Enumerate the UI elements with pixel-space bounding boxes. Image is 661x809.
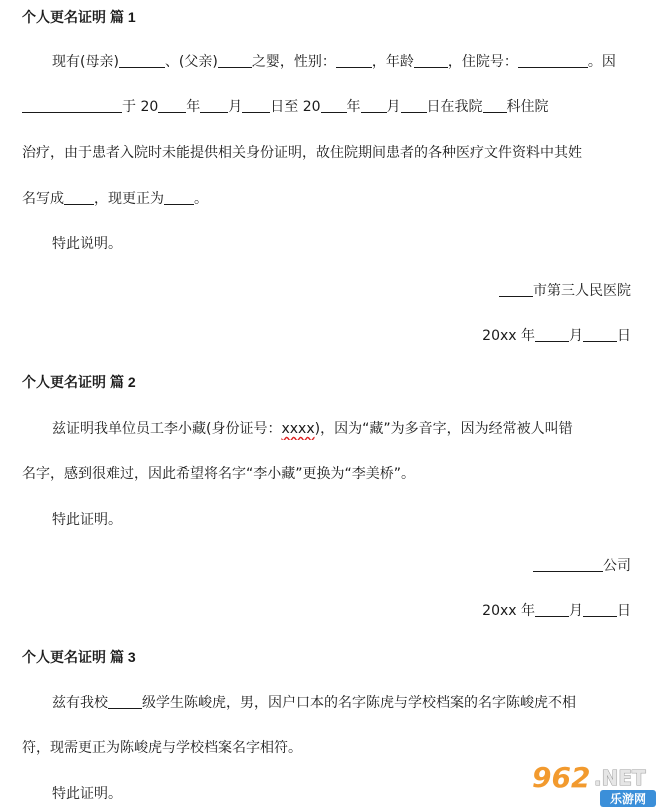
text: ，住院号： [447, 54, 518, 70]
watermark-logo [528, 757, 661, 809]
heading-number: 篇 3 [110, 649, 136, 665]
s1-closing: 特此说明。 [52, 236, 122, 252]
text: 年 [346, 99, 361, 115]
fill-blank [64, 189, 94, 205]
fill-blank [535, 601, 569, 617]
s3-paragraph-line-2: 符，现需更正为陈峻虎与学校档案名字相符。 [22, 740, 302, 756]
s2-date [0, 600, 661, 622]
text: 、(父亲) [164, 54, 218, 70]
fill-blank [414, 52, 448, 68]
fill-blank [361, 97, 387, 113]
text: 公司 [603, 558, 631, 574]
text: 市第三人民医院 [533, 283, 631, 299]
fill-blank [321, 97, 347, 113]
watermark-brand: 962 [532, 761, 591, 794]
text: 级学生陈峻虎，男，因户口本的名字陈虎与学校档案的名字陈峻虎不相 [142, 695, 576, 711]
watermark-cn: 乐游网 [609, 792, 647, 806]
fill-blank [108, 693, 142, 709]
text: 名写成 [22, 191, 64, 207]
s1-paragraph-line-3: 治疗，由于患者入院时未能提供相关身份证明，故住院期间患者的各种医疗文件资料中其姓 [22, 145, 582, 161]
watermark-suffix: .NET [594, 766, 646, 790]
heading-title: 个人更名证明 [22, 10, 106, 26]
text: 兹有我校 [52, 695, 108, 711]
s2-paragraph-line-1 [0, 418, 661, 440]
section-2-heading [0, 371, 661, 393]
fill-blank [158, 97, 186, 113]
heading-number: 篇 2 [110, 374, 136, 390]
s1-paragraph-line-4 [0, 188, 661, 210]
s1-paragraph-line-1 [0, 51, 661, 73]
text: 20xx 年 [482, 603, 535, 619]
fill-blank [483, 97, 507, 113]
section-1-heading [0, 6, 661, 28]
s1-date [0, 325, 661, 347]
text: 于 20 [122, 99, 159, 115]
heading-title: 个人更名证明 [22, 375, 106, 391]
text: 现有(母亲) [52, 54, 119, 70]
fill-blank [22, 97, 122, 113]
text: 月 [386, 99, 401, 115]
fill-blank [401, 97, 427, 113]
s3-closing: 特此证明。 [52, 786, 122, 802]
text: 月 [569, 603, 583, 619]
text: 年 [186, 99, 201, 115]
text: 20xx 年 [482, 328, 535, 344]
fill-blank [518, 52, 588, 68]
text: ，现更正为 [94, 191, 164, 207]
id-number-text: xxxx [281, 421, 315, 437]
text: 日 [617, 603, 631, 619]
text: )，因为“藏”为多音字，因为经常被人叫错 [314, 421, 573, 437]
text: 科住院 [506, 99, 549, 115]
fill-blank [535, 326, 569, 342]
fill-blank [583, 326, 617, 342]
text: 。因 [587, 54, 616, 70]
fill-blank [533, 556, 603, 572]
fill-blank [583, 601, 617, 617]
fill-blank [242, 97, 270, 113]
text: 日在我院 [426, 99, 483, 115]
section-3-heading [0, 646, 661, 668]
fill-blank [336, 52, 372, 68]
fill-blank [200, 97, 228, 113]
s2-closing: 特此证明。 [52, 512, 122, 528]
fill-blank [164, 189, 194, 205]
s3-paragraph-line-1 [0, 692, 661, 714]
fill-blank [499, 281, 533, 297]
text: 兹证明我单位员工李小藏(身份证号： [52, 421, 282, 437]
text: 月 [569, 328, 583, 344]
text: 之婴，性别： [251, 54, 336, 70]
text: 。 [194, 191, 208, 207]
text: ，年龄 [371, 54, 414, 70]
s1-organization [0, 280, 661, 302]
s2-organization [0, 555, 661, 577]
text: 月 [228, 99, 243, 115]
text: 日 [617, 328, 631, 344]
fill-blank [119, 52, 165, 68]
heading-title: 个人更名证明 [22, 650, 106, 666]
heading-number: 篇 1 [110, 9, 136, 25]
fill-blank [218, 52, 252, 68]
site-watermark [528, 757, 661, 809]
s2-paragraph-line-2: 名字，感到很难过，因此希望将名字“李小藏”更换为“李美桥”。 [22, 466, 416, 482]
text: 日至 20 [270, 99, 321, 115]
s1-paragraph-line-2 [0, 96, 661, 118]
